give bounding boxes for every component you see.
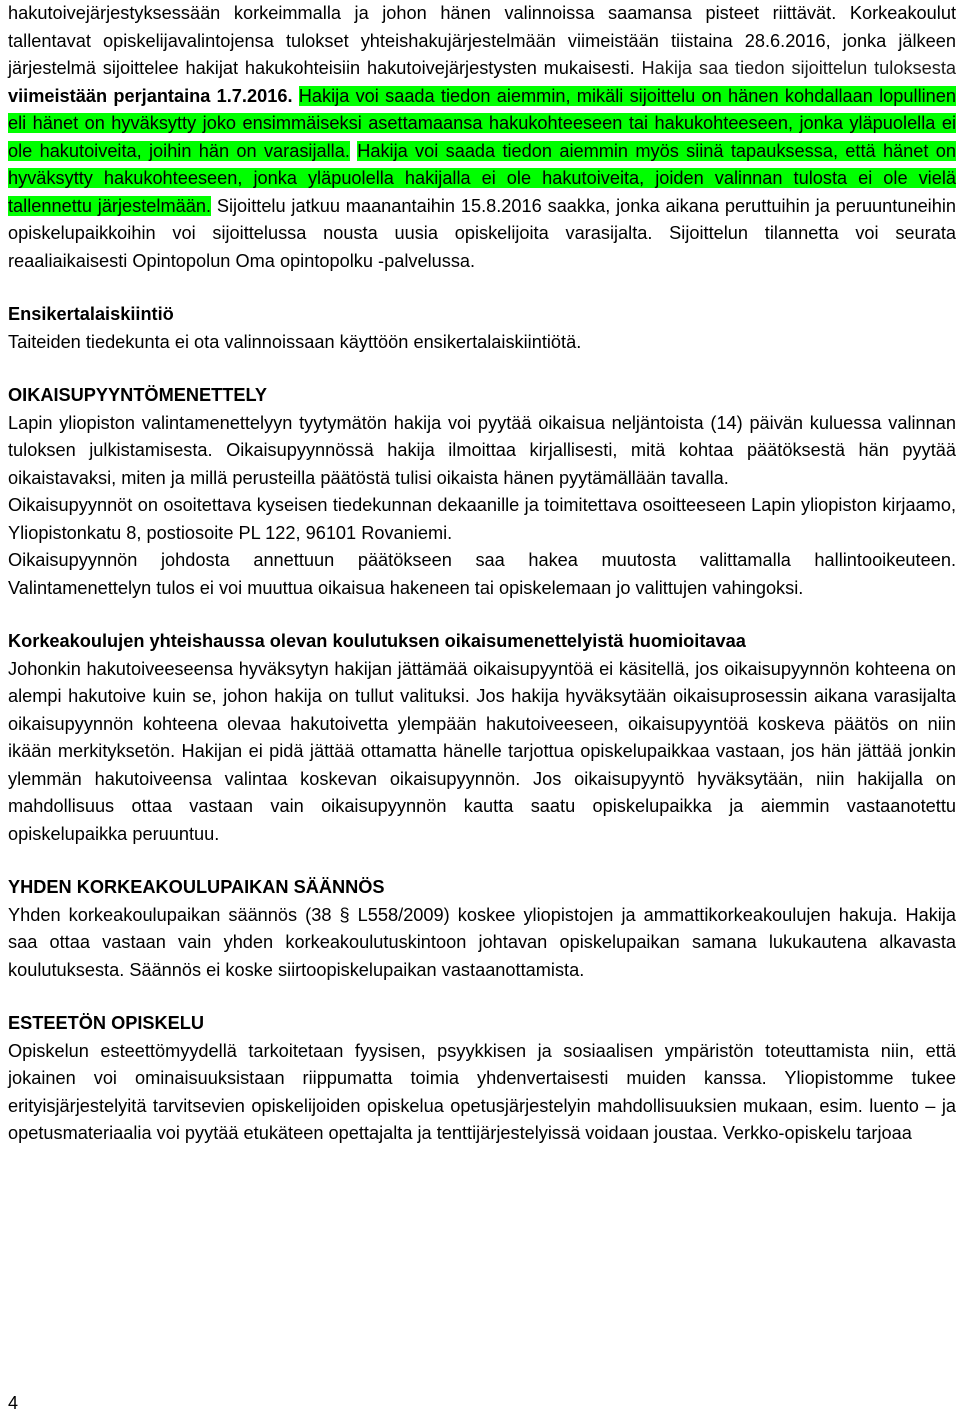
appeal-heading: OIKAISUPYYNTÖMENETTELY <box>8 385 268 405</box>
appeal-paragraph-2: Oikaisupyynnöt on osoitettava kyseisen tiedekunnan dekaanille ja toimitettava osoitteeseen Lapin yliopiston kirjaamo, Yliopistonkatu 8, postiosoite PL 122, 96101 Rovaniemi. <box>8 495 956 543</box>
highlight-early-info: Hakija voi saada tiedon aiemmin, mikäli sijoittelu on hänen kohdallaan lopullinen eli hänet on hyväksytty joko ensimmäiseksi asettamaansa hakukohteeseen tai hakukohteeseen, jonka yläpuolella ei ole hakutoiveita, joihin hän on varasijalla. <box>8 85 956 161</box>
quota-heading: Ensikertalaiskiintiö <box>8 304 174 324</box>
single-place-rule-text: Yhden korkeakoulupaikan säännös (38 § L558/2009) koskee yliopistojen ja ammattikorkeakoulujen hakuja. Hakija saa ottaa vastaan vain yhden korkeakoulutuskintoon johtavan opiskelupaikan samana lukukautena alkavasta koulutuksesta. Säännös ei koske siirtoopiskelupaikan vastaanottamista. <box>8 904 956 980</box>
intro-text: hakutoivejärjestyksessään korkeimmalla ja johon hänen valinnoissa saamansa pisteet riittävät. Korkeakoulut tallentavat opiskelijavalintojensa tulokset yhteishakujärjestelmään viimeistään tiistaina 28.6.2016, jonka jälkeen järjestelmä sijoittelee hakijat hakukohteisiin hakutoivejärjestysten mukaisesti. <box>8 3 956 78</box>
joint-application-heading: Korkeakoulujen yhteishaussa olevan koulutuksen oikaisumenettelyistä huomioitavaa <box>8 631 746 651</box>
highlight-early-info-2: Hakija voi saada tiedon aiemmin myös siinä tapauksessa, että hänet on hyväksytty hakukohteeseen, jonka yläpuolella hakijalla ei ole hakutoiveita, joiden valinnan tulosta ei ole vielä tallennettu järjestelmään. <box>8 140 956 216</box>
quota-text: Taiteiden tiedekunta ei ota valinnoissaan käyttöön ensikertalaiskiintiötä. <box>8 331 582 352</box>
joint-application-text: Johonkin hakutoiveeseensa hyväksytyn hakijan jättämää oikaisupyyntöä ei käsitellä, jos oikaisupyynnön kohteena on alempi hakutoive kuin se, johon hakija on tullut valituksi. Jos hakija hyväksytään oikaisuprosessin aikana varasijalta oikaisupyynnön kohteena olevaa hakutoivetta ylempään hakutoiveeseen, oikaisupyyntöä koskeva päätös on niin ikään merkityksetön. Hakijan ei pidä jättää ottamatta hänelle tarjottua opiskelupaikkaa vastaan, jos hän jättää jonkin ylemmän hakutoiveensa valintaa koskevan oikaisupyynnön. Jos oikaisupyyntö hyväksytään, niin hakijalla on mahdollisuus ottaa vastaan vain oikaisupyynnön kautta saatu opiskelupaikka ja aiemmin vastaanotettu opiskelupaikka peruuntuu. <box>8 658 956 844</box>
appeal-paragraph-1: Lapin yliopiston valintamenettelyyn tyytymätön hakija voi pyytää oikaisua neljäntoista (14) päivän kuluessa valinnan tuloksen julkistamisesta. Oikaisupyynnössä hakija ilmoittaa kirjallisesti, mitä kohtaa päätöksestä hän pyytää oikaistavaksi, miten ja millä perusteilla päätöstä tulisi oikaista hänen pyytämällään tavalla. <box>8 412 956 488</box>
page-number: 4 <box>8 1393 19 1413</box>
accessibility-heading: ESTEETÖN OPISKELU <box>8 1013 205 1033</box>
accessibility-text: Opiskelun esteettömyydellä tarkoitetaan fyysisen, psyykkisen ja sosiaalisen ympäristön toteuttamista niin, että jokainen voi ominaisuuksistaan riippumatta toimia yhdenvertaisesti muiden kanssa. Yliopistomme tukee erityisjärjestelyitä tarvitsevien opiskelijoiden opiskelua opetusjärjestelyin mahdollisuuksien mukaan, esim. luento – ja opetusmateriaalia voi pyytää etukäteen opettajalta ja tenttijärjestelyissä voidaan joustaa. Verkko-opiskelu tarjoaa <box>8 1040 956 1143</box>
appeal-paragraph-3: Oikaisupyynnön johdosta annettuun päätökseen saa hakea muutosta valittamalla hallintooikeuteen. Valintamenettelyn tulos ei voi muuttua oikaisua hakeneen tai opiskelemaan jo valittujen vahingoksi. <box>8 550 956 598</box>
result-deadline: viimeistään perjantaina 1.7.2016. <box>8 85 293 106</box>
result-notice-text: Hakija saa tiedon sijoittelun tuloksesta <box>641 58 957 78</box>
document-page <box>8 0 956 1148</box>
intro-paragraph <box>8 0 956 275</box>
single-place-rule-heading: YHDEN KORKEAKOULUPAIKAN SÄÄNNÖS <box>8 877 385 897</box>
intro-end-text: Sijoittelu jatkuu maanantaihin 15.8.2016 saakka, jonka aikana peruttuihin ja peruuntuneihin opiskelupaikkoihin voi sijoittelussa nousta uusia opiskelijoita varasijalta. Sijoittelun tilannetta voi seurata reaaliaikaisesti Opintopolun Oma opintopolku -palvelussa. <box>8 195 956 271</box>
